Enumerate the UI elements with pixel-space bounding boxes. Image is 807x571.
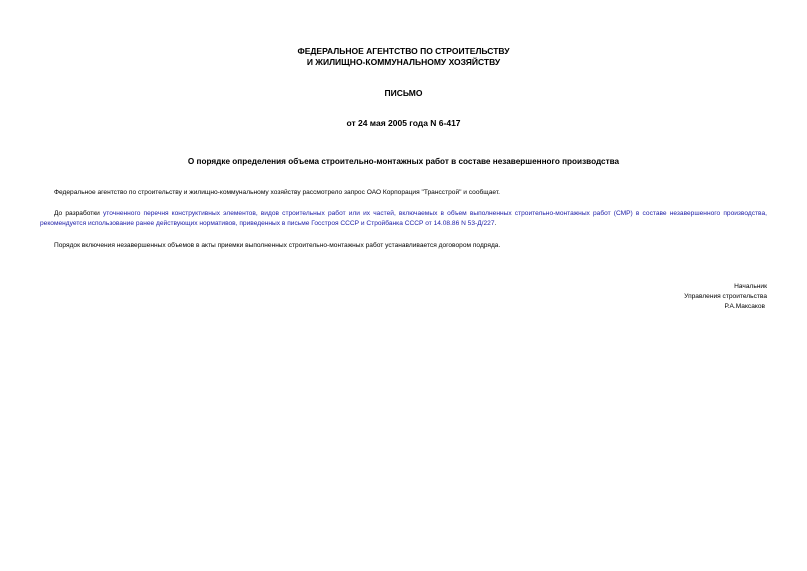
agency-header xyxy=(0,46,807,68)
signature-position: Начальник xyxy=(734,283,767,290)
paragraph-2-prefix: До разработки xyxy=(54,210,103,217)
link-reference-list[interactable]: уточненного перечня конструктивных элементов, видов строительных работ или их частей, включаемых в объем выполненных строительно-монтажных работ (СМР) в составе незавершенного производства, рекомендуется использование ранее действующих нормативов, приведенных в xyxy=(40,210,767,227)
link-gosstroy-letter[interactable]: письме Госстроя СССР и Стройбанка СССР от 14.08.86 N 53-Д/227 xyxy=(287,219,495,227)
paragraph-2 xyxy=(40,209,767,228)
signature-block xyxy=(567,282,767,312)
document-subject: О порядке определения объема строительно-монтажных работ в составе незавершенного производства xyxy=(187,157,620,166)
paragraph-3: Порядок включения незавершенных объемов в акты приемки выполненных строительно-монтажных работ устанавливается договором подряда. xyxy=(54,242,501,249)
agency-line-1: ФЕДЕРАЛЬНОЕ АГЕНТСТВО ПО СТРОИТЕЛЬСТВУ xyxy=(297,46,510,56)
document-type: ПИСЬМО xyxy=(384,88,423,98)
paragraph-2-suffix: . xyxy=(494,219,497,227)
signature-department: Управления строительства xyxy=(684,293,767,300)
paragraph-1: Федеральное агентство по строительству и жилищно-коммунальному хозяйству рассмотрело запрос ОАО Корпорация "Трансстрой" и сообщает. xyxy=(54,189,500,196)
signature-name: Р.А.Максаков xyxy=(724,303,765,310)
agency-line-2: И ЖИЛИЩНО-КОММУНАЛЬНОМУ ХОЗЯЙСТВУ xyxy=(306,57,501,67)
document-date: от 24 мая 2005 года N 6-417 xyxy=(346,118,461,128)
